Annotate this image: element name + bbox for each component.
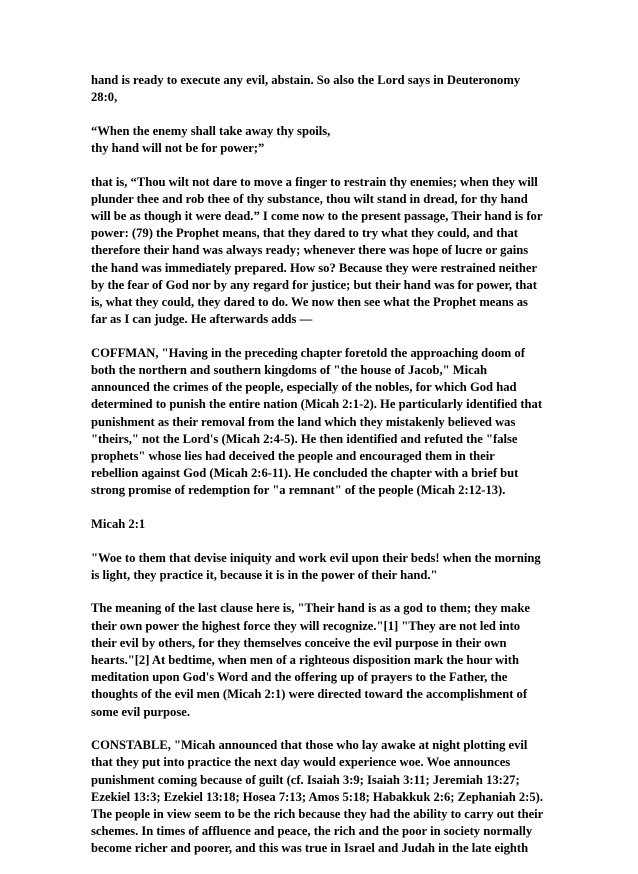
text-line: "theirs," not the Lord's (Micah 2:4-5). He then identified and refuted the "false	[91, 431, 518, 446]
text-line: “When the enemy shall take away thy spoils,	[91, 123, 331, 138]
text-line: is, what they could, they dared to do. We now then see what the Prophet means as	[91, 295, 528, 310]
paragraph-coffman	[91, 345, 561, 500]
text-line: prophets" whose lies had deceived the people and encouraged them in their	[91, 449, 495, 464]
text-line: punishment as their removal from the land which they mistakenly believed was	[91, 414, 516, 429]
text-line: determined to punish the entire nation (Micah 2:1-2). He particularly identified that	[91, 397, 543, 412]
text-line: thy hand will not be for power;”	[91, 141, 265, 155]
document-page	[91, 72, 561, 874]
paragraph-quotation	[91, 123, 561, 157]
text-line: meditation upon God's Word and the offering up of prayers to the Father, the	[91, 670, 508, 685]
text-line: that they put into practice the next day would experience woe. Woe announces	[91, 755, 511, 770]
text-line: therefore their hand was always ready; whenever there was hope of lucre or gains	[91, 243, 529, 258]
text-line: thoughts of the evil men (Micah 2:1) were directed toward the accomplishment of	[91, 687, 528, 702]
text-line: hearts."[2] At bedtime, when men of a righteous disposition mark the hour with	[91, 653, 519, 668]
text-line: CONSTABLE, "Micah announced that those who lay awake at night plotting evil	[91, 738, 528, 753]
text-line: The meaning of the last clause here is, "Their hand is as a god to them; they make	[91, 601, 530, 616]
text-line: schemes. In times of affluence and peace, the rich and the poor in society normally	[91, 824, 533, 839]
paragraph-constable	[91, 737, 561, 857]
text-line: Ezekiel 13:3; Ezekiel 13:18; Hosea 7:13; Amos 5:18; Habakkuk 2:6; Zephaniah 2:5).	[91, 789, 543, 804]
text-line: hand is ready to execute any evil, abstain. So also the Lord says in Deuteronomy	[91, 73, 521, 87]
text-line: is light, they practice it, because it is in the power of their hand."	[91, 567, 438, 582]
text-line: by the fear of God nor by any regard for justice; but their hand was for power, that	[91, 277, 537, 292]
paragraph-commentary	[91, 174, 561, 329]
text-line: power: (79) the Prophet means, that they dared to try what they could, and that	[91, 226, 519, 241]
text-line: announced the crimes of the people, especially of the nobles, for which God had	[91, 380, 517, 395]
paragraph-verse-text	[91, 550, 561, 584]
text-line: their own power the highest force they will recognize."[1] "They are not led into	[91, 618, 521, 633]
text-line: their evil by others, for they themselves conceive the evil purpose in their own	[91, 635, 507, 650]
text-line: plunder thee and rob thee of thy substance, thou wilt stand in dread, for thy hand	[91, 191, 528, 206]
text-line: some evil purpose.	[91, 704, 190, 719]
paragraph-verse-reference	[91, 516, 561, 533]
paragraph-meaning	[91, 600, 561, 720]
text-line: both the northern and southern kingdoms of "the house of Jacob," Micah	[91, 363, 488, 378]
text-line: far as I can judge. He afterwards adds —	[91, 312, 313, 327]
text-line: punishment coming because of guilt (cf. Isaiah 3:9; Isaiah 3:11; Jeremiah 13:27;	[91, 772, 520, 787]
text-line: The people in view seem to be the rich because they had the ability to carry out their	[91, 807, 544, 822]
text-line: become richer and poorer, and this was true in Israel and Judah in the late eighth	[91, 841, 529, 856]
text-line: will be as though it were dead.” I come now to the present passage, Their hand is for	[91, 209, 543, 223]
text-line: that is, “Thou wilt not dare to move a finger to restrain thy enemies; when they will	[91, 174, 538, 189]
text-line: rebellion against God (Micah 2:6-11). He concluded the chapter with a brief but	[91, 466, 519, 481]
text-line: the hand was immediately prepared. How so? Because they were restrained neither	[91, 260, 538, 275]
text-line: strong promise of redemption for "a remnant" of the people (Micah 2:12-13).	[91, 483, 506, 498]
text-line: "Woe to them that devise iniquity and work evil upon their beds! when the morning	[91, 550, 541, 565]
paragraph-deuteronomy-intro	[91, 72, 561, 106]
text-line: COFFMAN, "Having in the preceding chapter foretold the approaching doom of	[91, 345, 525, 360]
text-line: 28:0,	[91, 90, 118, 105]
text-line: Micah 2:1	[91, 517, 146, 532]
